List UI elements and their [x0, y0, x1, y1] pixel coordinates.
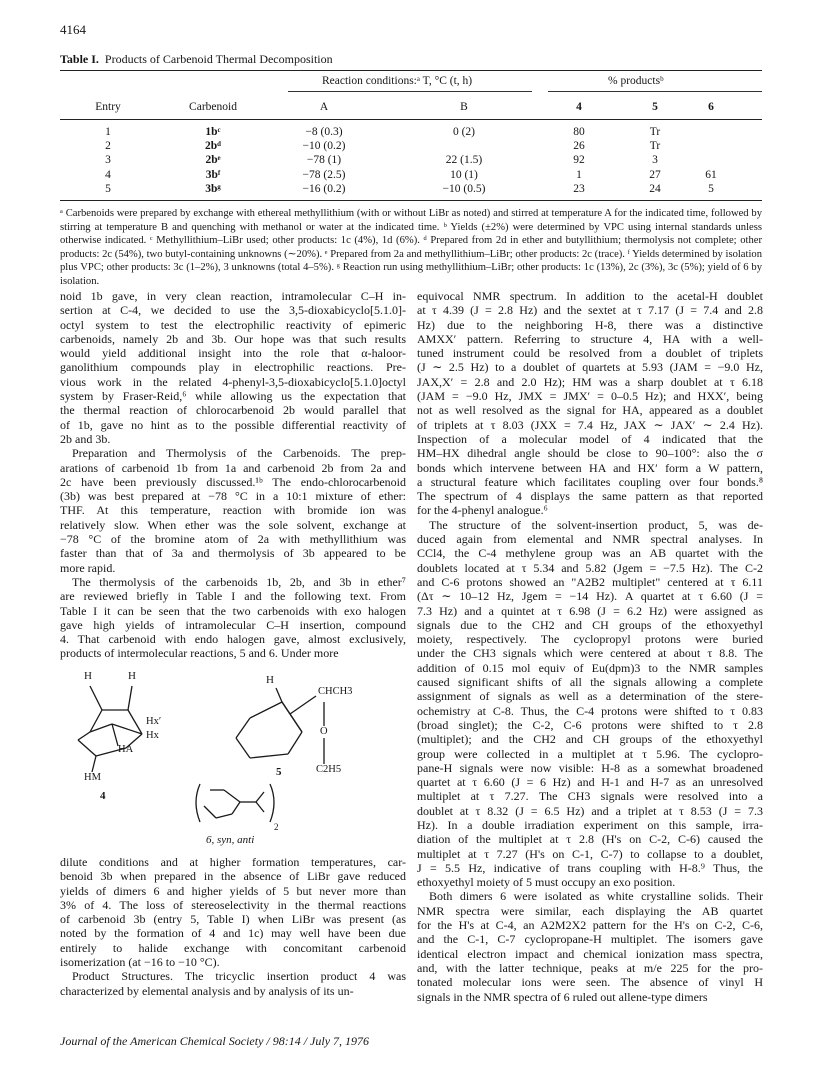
text-line: at τ 4.39 (J = 2.8 Hz) and the sextet at τ 7.17 (J = 7.4 and 2.8 — [417, 303, 763, 318]
text-line: noid 1b gave, in very clean reaction, intramolecular C–H in- — [60, 289, 406, 303]
text-line: under the CH3 signals which were centered at about τ 8.8. The — [417, 646, 763, 661]
text-line: faster than that of 3a and thermolysis of 3b appeared to be — [60, 546, 406, 561]
text-line: benoid 3b when prepared in the absence of LiBr gave reduced — [60, 869, 406, 884]
table-cell: 3 — [105, 154, 111, 167]
table-cell: −10 (0.5) — [442, 182, 486, 195]
text-line: system by Fraser-Reid,⁶ while allowing us the expectation that — [60, 389, 406, 404]
text-line: THF. At this temperature, reaction with bromide ion was — [60, 503, 406, 518]
table-cell: Tr — [649, 140, 661, 153]
structure-5-label: 5 — [276, 766, 282, 778]
text-line: tonated molecular ions were seen. The absence of vinyl H — [417, 975, 763, 990]
label-hx-prime: Hx′ — [146, 716, 162, 727]
text-line: of triplets at τ 8.03 (JXX = 7.4 Hz, JAX ∼ JAX′ ∼ 2.4 Hz). — [417, 417, 763, 432]
text-line: yields of dimers 6 and higher yields of 5 but never more than — [60, 883, 406, 898]
header-conditions: Reaction conditions:ᵃ T, °C (t, h) — [322, 75, 473, 87]
text-line: HM–HX dihedral angle should be close to 90–100°: also the σ — [417, 446, 763, 461]
label-chch3: CHCH3 — [318, 686, 353, 697]
text-line: and the C-1, C-7 cyclopropane-H multiplet. The isomers gave — [417, 932, 763, 947]
text-line: CCl4, the C-4 methylene group was an AB quartet with the — [417, 546, 763, 561]
table-cell: 80 — [573, 126, 585, 138]
table-footnotes: ᵃ Carbenoids were prepared by exchange with ethereal methyllithium (with or without LiBr as noted) and stirred at temperature A for the indicated time, followed by stirring at temperature B and quenching with methanol or water at the indicated time. ᵇ Yields (±2%) were determined by VPC using internal standards unless otherwise indicated. ᶜ Methyllithium–LiBr used; other products: 1c (4%), 1d (6%). ᵈ Prepared from 2d in ether and butyllithium; thermolysis not complete; other products: 2c (54%), two butyl-containing unknowns (∼20%). ᵉ Prepared from 2a and methyllithium–LiBr; other products: 2c (trace). ᶠ Yields determined by isolation plus VPC; other products: 3c (1–2%), 3 unknowns (total 4–5%). ᵍ Reaction run using methyllithium–LiBr; other products: 1c (13%), 2c (3%), 3c (5%); yield of 6 by isolation. — [60, 208, 762, 287]
table-cell: 2 — [105, 140, 111, 153]
table-cell: 3 — [652, 154, 658, 167]
text-line: noted by the formation of 4 and 1c) may well have been due — [60, 926, 406, 941]
table-cell: 24 — [649, 182, 661, 195]
text-line: assignment of signals as well as a determination of the stere- — [417, 689, 763, 704]
text-line: relatively slow. When ether was the sole solvent, exchange at — [60, 517, 406, 532]
text-line: ganolithium compounds play in electrophilic reactions. Pre- — [60, 360, 406, 375]
table-cell: 1 — [576, 168, 582, 181]
text-line: JAX,X′ = 2.8 and 2.0 Hz); HM was a sharp doublet at τ 6.18 — [417, 374, 763, 389]
table-cell: 61 — [705, 168, 717, 181]
text-line: The thermolysis of the carbenoids 1b, 2b, and 3b in ether⁷ — [72, 574, 406, 589]
text-line: for the 4-phenyl analogue.⁶ — [417, 503, 548, 518]
col-header-entry: Entry — [95, 101, 121, 113]
col-header-4: 4 — [576, 101, 582, 113]
right-column — [417, 289, 763, 1004]
text-line: products of intermolecular reactions, 5 and 6. Under more — [60, 646, 339, 661]
text-line: bonds which intervene between HA and HX′ form a W pattern, — [417, 460, 763, 475]
table-cell: −16 (0.2) — [302, 182, 346, 195]
text-line: for the H's at C-4, an A2M2X2 pattern for the H's on C-2, C-6, — [417, 918, 763, 933]
col-header-b: B — [460, 101, 468, 113]
text-line: caused significant shifts of all the signals allowing a complete — [417, 675, 763, 690]
left-column-top — [60, 289, 406, 661]
table-caption — [60, 52, 333, 67]
table-cell: −78 (1) — [306, 154, 342, 167]
journal-footer: Journal of the American Chemical Society / 98:14 / July 7, 1976 — [60, 1034, 370, 1048]
text-line: 3% of 4. The loss of stereoselectivity in the thermal reactions — [60, 897, 406, 912]
table-cell: −10 (0.2) — [302, 140, 346, 153]
text-line: The structure of the solvent-insertion product, 5, was de- — [429, 517, 763, 532]
text-line: Hz). In a double irradiation experiment on this sample, irra- — [417, 817, 763, 832]
text-line: more rapid. — [60, 560, 116, 575]
label-h-left: H — [84, 670, 92, 682]
text-line: octyl system to test the electrophilic reactivity of epimeric — [60, 317, 406, 332]
col-header-a: A — [319, 101, 329, 113]
table-cell: Tr — [649, 126, 661, 138]
table-cell: 26 — [573, 140, 585, 153]
text-line: Inspection of a molecular model of 4 indicated that the — [417, 431, 763, 446]
table-cell: 3bᵍ — [205, 182, 221, 195]
text-line: entirely to halide exchange with concomitant carbenoid — [60, 940, 406, 955]
table-cell: 4 — [105, 168, 111, 181]
text-line: The spectrum of 4 displays the same pattern as that reported — [417, 489, 763, 504]
table-cell: 10 (1) — [450, 168, 478, 181]
table-cell: 23 — [573, 182, 585, 195]
table-label: Table I. — [60, 52, 99, 66]
text-line: (3b) was best prepared at −78 °C in a 10:1 mixture of ether: — [60, 489, 406, 504]
table-cell: 1bᶜ — [205, 126, 221, 138]
table-cell: 92 — [573, 154, 585, 167]
table-cell: 2bᵉ — [205, 154, 221, 167]
text-line: signals in the NMR spectra of 6 ruled out allene-type dimers — [417, 989, 708, 1004]
text-line: (J ∼ 2.5 Hz) to a doublet of quartets at 5.93 (JAM = −9.0 Hz, — [417, 360, 763, 375]
text-line: not as well resolved as the signal for HA, appeared as a doublet — [417, 403, 763, 418]
text-line: (broad singlet); the C-2, C-6 protons were shifted to τ 2.8 — [417, 717, 763, 732]
text-line: group were collected in a multiplet at τ 5.96. The cyclopro- — [417, 746, 763, 761]
table-cell: 22 (1.5) — [445, 154, 483, 167]
text-line: (JAM = −9.0 Hz, JMX = JMX′ = 0–0.5 Hz); and HXX′, being — [417, 389, 763, 404]
text-line: Preparation and Thermolysis of the Carbenoids. The prep- — [72, 446, 406, 461]
text-line: (Δτ ∼ 10–12 Hz, Jgem = −14 Hz). A quartet at τ 6.60 (J = — [417, 589, 763, 604]
text-line: moiety, respectively. The cyclopropyl protons were buried — [417, 632, 763, 647]
label-hx: Hx — [146, 730, 159, 741]
left-column-bottom — [60, 855, 406, 998]
text-line: ochemistry at C-8. Thus, the C-4 protons were shifted to τ 0.83 — [417, 703, 763, 718]
text-line: identical electron impact and chemical ionization mass spectra, — [417, 946, 763, 961]
text-line: carbenoids, namely 2b and 3b. Our hope was that such results — [60, 331, 406, 346]
col-header-carbenoid: Carbenoid — [189, 101, 237, 113]
text-line: isomerization (at −16 to −10 °C). — [60, 955, 220, 970]
text-line: a structural feature which facilitates coupling over four bonds.⁸ — [417, 474, 763, 489]
table-cell: −8 (0.3) — [305, 126, 343, 138]
text-line: Both dimers 6 were isolated as white crystalline solids. Their — [429, 889, 763, 904]
table-cell: 2bᵈ — [205, 140, 221, 153]
text-line: Table I it can be seen that the two carbenoids with exo halogen — [60, 603, 406, 618]
text-line: duced again from elemental and NMR spectral analyses. In — [417, 532, 763, 547]
label-ha: HA — [118, 744, 134, 755]
structure-6-label: 6, syn, anti — [206, 834, 255, 846]
text-line: quartet at τ 6.60 (J = 6 Hz) and H-1 and H-7 as an unresolved — [417, 775, 763, 790]
text-line: (multiplet); and the CH2 and CH groups of the ethoxyethyl — [417, 732, 763, 747]
text-line: signals due to the CH2 and CH groups of the ethoxyethyl — [417, 617, 763, 632]
table-cell: 3bᶠ — [205, 168, 221, 181]
text-line: arations of carbenoid 1b from 1a and carbenoid 2b from 2a and — [60, 460, 406, 475]
text-line: and, with the latter technique, peaks at m/e 225 for the pro- — [417, 960, 763, 975]
text-line: of carbenoid 3b (entry 5, Table I) when LiBr was present (as — [60, 912, 406, 927]
text-line: −78 °C of the bromine atom of 2a with methyllithium was — [60, 532, 406, 547]
text-line: diation of the multiplet at τ 2.8 (H's on C-2, C-6) caused the — [417, 832, 763, 847]
table-cell: 5 — [708, 182, 714, 195]
text-line: pane-H signals were now visible: H-8 as a somewhat broadened — [417, 760, 763, 775]
text-line: multiplet at τ 7.27 (H's on C-1, C-7) to collapse to a doublet, — [417, 846, 763, 861]
label-c2h5: C2H5 — [316, 764, 342, 775]
text-line: vious work in the related 4-phenyl-3,5-dioxabicyclo[5.1.0]octyl — [60, 374, 406, 389]
table-cell: −78 (2.5) — [302, 168, 346, 181]
label-h5: H — [266, 674, 274, 686]
text-line: 4. That carbenoid with endo halogen gave, almost exclusively, — [60, 632, 406, 647]
text-line: AMXX′ pattern. Referring to structure 4, HA with a well- — [417, 331, 763, 346]
page-number: 4164 — [60, 22, 86, 37]
structures-figure — [70, 670, 400, 852]
structure-4-label: 4 — [100, 790, 106, 802]
table-title: Products of Carbenoid Thermal Decomposition — [104, 52, 333, 66]
text-line: the thermal reaction of chlorocarbenoid 2b would parallel that — [60, 403, 406, 418]
text-line: and C-6 protons showed an "A2B2 multiplet" centered at τ 6.11 — [417, 574, 763, 589]
text-line: tuned instrument could be resolved from a doublet of triplets — [417, 346, 763, 361]
col-header-5: 5 — [652, 101, 658, 113]
text-line: J = 5.5 Hz, indicative of trans coupling with H-8.⁹ Thus, the — [417, 860, 763, 875]
text-line: are reviewed briefly in Table I and the following text. From — [60, 589, 406, 604]
text-line: gave high yields of intramolecular C–H insertion, compound — [60, 617, 406, 632]
text-line: characterized by elemental analysis and by analysis of its un- — [60, 983, 354, 998]
table-cell: 27 — [649, 168, 661, 181]
text-line: would yield additional insight into the role that α-haloor- — [60, 346, 406, 361]
text-line: 2b and 3b. — [60, 431, 111, 446]
label-hm: HM — [84, 772, 101, 783]
text-line: ethoxyethyl moiety of 5 must occupy an exo position. — [417, 875, 676, 890]
label-o5: O — [320, 726, 328, 737]
label-sub2: 2 — [274, 822, 279, 832]
text-line: of 1b, gave no hint as to the possible differential reactivity of — [60, 417, 406, 432]
text-line: multiplet at τ 7.27. The CH3 signals were resolved into a — [417, 789, 763, 804]
text-line: dilute conditions and at higher formation temperatures, car- — [60, 855, 406, 869]
text-line: Hz) due to the neighboring H-8, there was a distinctive — [417, 317, 763, 332]
col-header-6: 6 — [708, 101, 714, 113]
header-products: % productsᵇ — [608, 75, 664, 87]
products-table — [60, 70, 762, 202]
label-h-right: H — [128, 670, 136, 682]
text-line: doublets located at τ 5.34 and 5.82 (Jgem = −7.5 Hz). The C-2 — [417, 560, 763, 575]
text-line: equivocal NMR spectrum. In addition to the acetal-H doublet — [417, 289, 763, 303]
text-line: 7.3 Hz) and a quintet at τ 6.98 (J = 6.2 Hz) were assigned as — [417, 603, 763, 618]
text-line: doublet at τ 8.32 (J = 6.5 Hz) and a triplet at τ 8.53 (J = 7.3 — [417, 803, 763, 818]
text-line: NMR spectra were similar, each displaying the AB quartet — [417, 903, 763, 918]
text-line: Product Structures. The tricyclic insertion product 4 was — [72, 969, 406, 984]
structures-svg — [70, 676, 400, 852]
text-line: sertion at C-4, we decided to use the 3,5-dioxabicyclo[5.1.0]- — [60, 303, 406, 318]
table-cell: 5 — [105, 182, 111, 195]
text-line: 2c have been previously discussed.¹ᵇ The endo-chlorocarbenoid — [60, 474, 406, 489]
text-line: addition of 0.15 mol equiv of Eu(dpm)3 to the NMR samples — [417, 660, 763, 675]
table-cell: 1 — [105, 126, 111, 138]
table-cell: 0 (2) — [452, 126, 476, 138]
